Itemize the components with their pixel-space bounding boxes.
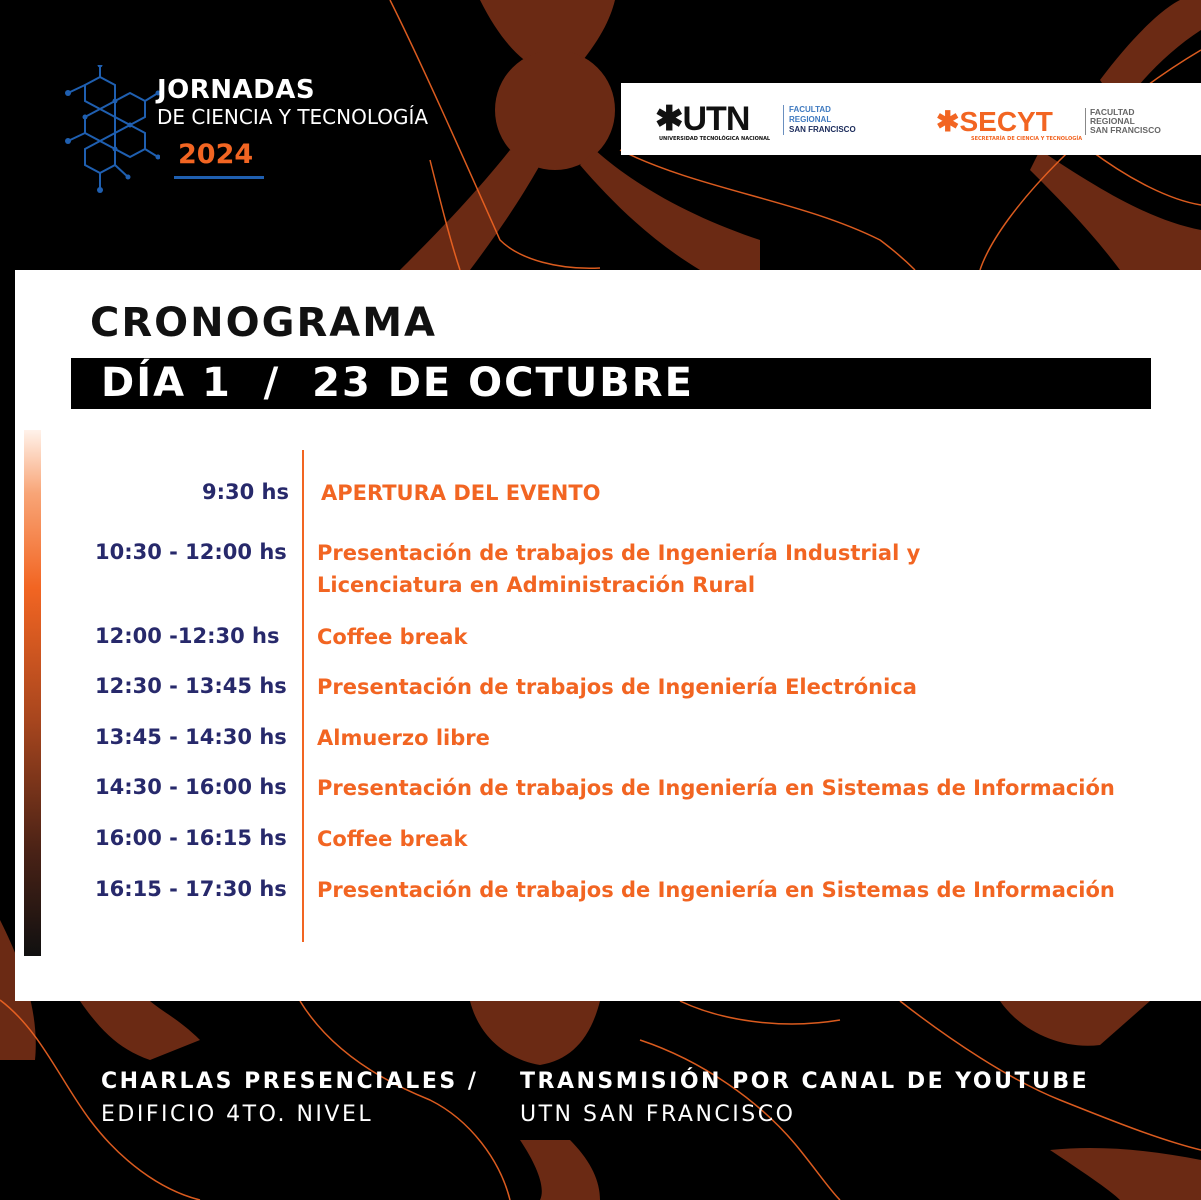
schedule-activity: Presentación de trabajos de Ingeniería Industrial y [317, 541, 921, 565]
schedule-title: CRONOGRAMA [90, 300, 437, 346]
schedule-activity: Almuerzo libre [317, 726, 490, 750]
secyt-faculty-line1: FACULTAD [1090, 107, 1135, 117]
secyt-logo-text: SECYT [959, 106, 1053, 137]
schedule-activity: APERTURA DEL EVENTO [321, 481, 601, 505]
year-underline [174, 176, 264, 179]
sponsor-logos [621, 83, 1201, 155]
utn-faculty [783, 105, 856, 135]
footer-left-detail: EDIFICIO 4TO. NIVEL [101, 1102, 374, 1127]
secyt-emblem-icon: ✱ [936, 106, 960, 137]
brand-subtitle: DE CIENCIA Y TECNOLOGÍA [157, 105, 429, 129]
utn-logo [655, 99, 749, 139]
utn-logo-text: UTN [682, 100, 750, 138]
day-band [71, 358, 1151, 409]
utn-faculty-line1: FACULTAD [789, 105, 831, 114]
schedule-activity: Presentación de trabajos de Ingeniería Electrónica [317, 675, 917, 699]
schedule-time: 12:30 - 13:45 hs [95, 674, 287, 698]
utn-faculty-line3: SAN FRANCISCO [789, 125, 856, 134]
footer-left-heading: CHARLAS PRESENCIALES / [101, 1069, 479, 1094]
secyt-faculty [1085, 108, 1161, 135]
schedule-time: 9:30 hs [202, 480, 289, 504]
schedule-time: 14:30 - 16:00 hs [95, 775, 287, 799]
schedule-time: 16:00 - 16:15 hs [95, 826, 287, 850]
schedule-time: 10:30 - 12:00 hs [95, 540, 287, 564]
gradient-bar [24, 430, 41, 956]
day-label: DÍA 1 / 23 DE OCTUBRE [101, 360, 694, 406]
schedule-time: 12:00 -12:30 hs [95, 624, 280, 648]
footer-right-detail: UTN SAN FRANCISCO [520, 1102, 796, 1127]
schedule-activity: Coffee break [317, 625, 468, 649]
brand-year: 2024 [178, 139, 254, 170]
schedule-time: 13:45 - 14:30 hs [95, 725, 287, 749]
schedule-activity-line2: Licenciatura en Administración Rural [317, 573, 756, 597]
brand-title: JORNADAS [157, 75, 316, 105]
secyt-logo-subtitle: SECRETARÍA DE CIENCIA Y TECNOLOGÍA [971, 136, 1083, 142]
event-brand [157, 76, 428, 130]
schedule-activity: Presentación de trabajos de Ingeniería en Sistemas de Información [317, 878, 1115, 902]
schedule-time: 16:15 - 17:30 hs [95, 877, 287, 901]
hexagon-network-icon [60, 65, 160, 205]
utn-emblem-icon: ✱ [655, 100, 683, 138]
schedule-panel [15, 270, 1201, 1001]
timeline-divider [302, 450, 304, 942]
secyt-faculty-line3: SAN FRANCISCO [1090, 125, 1161, 135]
utn-faculty-line2: REGIONAL [789, 115, 832, 124]
secyt-logo [936, 105, 1053, 138]
secyt-faculty-line2: REGIONAL [1090, 116, 1135, 126]
footer-right-heading: TRANSMISIÓN POR CANAL DE YOUTUBE [520, 1069, 1090, 1094]
utn-logo-subtitle: UNIVERSIDAD TECNOLÓGICA NACIONAL [659, 136, 771, 142]
schedule-activity: Presentación de trabajos de Ingeniería en Sistemas de Información [317, 776, 1115, 800]
schedule-activity: Coffee break [317, 827, 468, 851]
